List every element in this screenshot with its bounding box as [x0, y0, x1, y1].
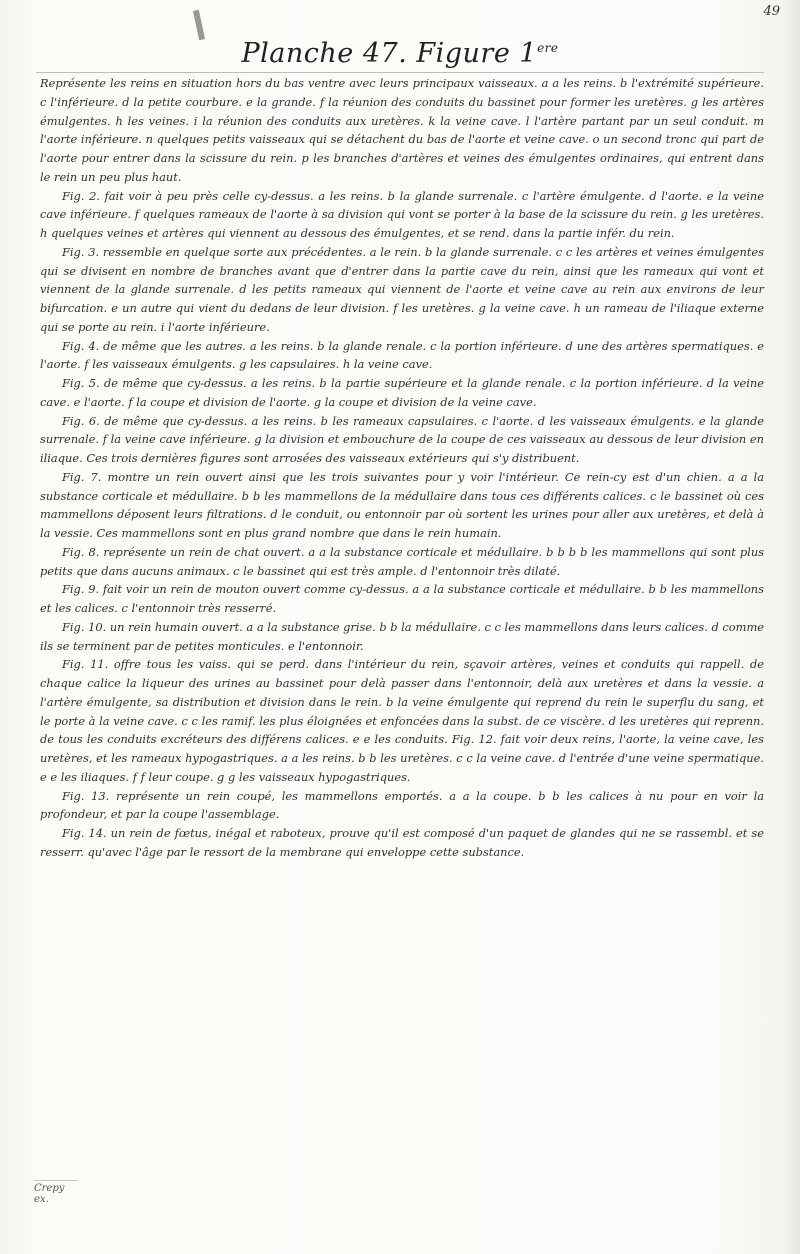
paragraph-fig-2: Fig. 2. fait voir à peu près celle cy-dessus. a les reins. b la glande surrenale. c l'artère émulgente. d l'aorte. e la veine cave inférieure. f quelques rameaux de l'aorte à sa division qui vont se porter à la base de la scissure du rein. g les uretères. h quelques veines et artères qui viennent au dessous des émulgentes, et se rend. dans la partie infér. du rein. [40, 188, 764, 240]
paragraph-fig-7: Fig. 7. montre un rein ouvert ainsi que les trois suivantes pour y voir l'intérieur. Ce rein-cy est d'un chien. a a la substance corticale et médullaire. b b les mammellons de la médullaire dans tous ces différents calices. c le bassinet où ces mammellons déposent leurs filtrations. d le conduit, ou entonnoir par où sortent les urines pour aller aux uretères, et delà à la vessie. Ces mammellons sont en plus grand nombre que dans le rein humain. [40, 469, 764, 540]
paragraph-fig-1: Représente les reins en situation hors du bas ventre avec leurs principaux vaisseaux. a a les reins. b l'extrémité supérieure. c l'inférieure. d la petite courbure. e la grande. f la réunion des conduits du bassinet pour former les uretères. g les artères émulgentes. h les veines. i la réunion des conduits aux uretères. k la veine cave. l l'artère partant par un seul conduit. m l'aorte inférieure. n quelques petits vaisseaux qui se détachent du bas de l'aorte et veine cave. o un second tronc qui part de l'aorte pour entrer dans la scissure du rein. p les branches d'artères et veines des émulgentes ordinaires, qui entrent dans le rein un peu plus haut. [40, 76, 764, 184]
page-edge-shadow [782, 0, 800, 1254]
paragraph-fig-13: Fig. 13. représente un rein coupé, les mammellons emportés. a a la coupe. b b les calices à nu pour en voir la profondeur, et par la coupe l'assemblage. [40, 788, 764, 822]
paragraph-fig-3: Fig. 3. ressemble en quelque sorte aux précédentes. a le rein. b la glande surrenale. c c les artères et veines émulgentes qui se divisent en nombre de branches avant que d'entrer dans la partie cave du rein, ainsi que les rameaux qui vont et viennent de la glande surrenale. d les petits rameaux qui viennent de l'aorte et veine cave au rein aux environs de leur bifurcation. e un autre qui vient du dedans de leur division. f les uretères. g la veine cave. h un rameau de l'iliaque externe qui se porte au rein. i l'aorte inférieure. [40, 244, 764, 334]
page-number: 49 [763, 4, 780, 19]
plate-title [0, 38, 800, 69]
title-rule [36, 72, 764, 73]
paragraph-fig-6: Fig. 6. de même que cy-dessus. a les reins. b les rameaux capsulaires. c l'aorte. d les vaisseaux émulgents. e la glande surrenale. f la veine cave inférieure. g la division et embouchure de la coupe de ces vaisseaux au dessous de leur division en iliaque. Ces trois dernières figures sont arrosées des vaisseaux extérieurs qui s'y distribuent. [40, 413, 764, 465]
footer-signature: Crepy ex. [34, 1180, 78, 1205]
paragraph-fig-8: Fig. 8. représente un rein de chat ouvert. a a la substance corticale et médullaire. b b b b les mammellons qui sont plus petits que dans aucuns animaux. c le bassinet qui est très ample. d l'entonnoir très dilaté. [40, 544, 764, 578]
ink-mark [193, 10, 205, 41]
paragraph-fig-4: Fig. 4. de même que les autres. a les reins. b la glande renale. c la portion inférieure. d une des artères spermatiques. e l'aorte. f les vaisseaux émulgents. g les capsulaires. h la veine cave. [40, 338, 764, 372]
paragraph-fig-10: Fig. 10. un rein humain ouvert. a a la substance grise. b b la médullaire. c c les mammellons dans leurs calices. d comme ils se terminent par de petites monticules. e l'entonnoir. [40, 619, 764, 653]
figure-descriptions [40, 74, 764, 862]
paragraph-fig-14: Fig. 14. un rein de fœtus, inégal et raboteux, prouve qu'il est composé d'un paquet de glandes qui ne se rassembl. et se resserr. qu'avec l'âge par le ressort de la membrane qui enveloppe cette substance. [40, 826, 764, 859]
plate-title-text: Planche 47. Figure 1 [241, 38, 538, 69]
plate-title-superscript: ere [537, 41, 559, 55]
paragraph-fig-5: Fig. 5. de même que cy-dessus. a les reins. b la partie supérieure et la glande renale. c la portion inférieure. d la veine cave. e l'aorte. f la coupe et division de l'aorte. g la coupe et division de la veine cave. [40, 376, 764, 409]
paragraph-fig-9: Fig. 9. fait voir un rein de mouton ouvert comme cy-dessus. a a la substance corticale et médullaire. b b les mammellons et les calices. c l'entonnoir très resserré. [40, 582, 764, 615]
paragraph-fig-11: Fig. 11. offre tous les vaiss. qui se perd. dans l'intérieur du rein, sçavoir artères, veines et conduits qui rappell. de chaque calice la liqueur des urines au bassinet pour delà passer dans l'entonnoir, delà aux uretères et dans la vessie. a l'artère émulgente, sa distribution et division dans le rein. b la veine émulgente qui reprend du rein le superflu du sang, et le porte à la veine cave. c c les ramif. les plus éloignées et enfoncées dans la subst. de ce viscère. d les uretères qui reprenn. de tous les conduits excréteurs des différens calices. e e les conduits. Fig. 12. fait voir deux reins, l'aorte, la veine cave, les uretères, et les rameaux hypogastriques. a a les reins. b b les uretères. c c la veine cave. d l'entrée d'une veine spermatique. e e les iliaques. f f leur coupe. g g les vaisseaux hypogastriques. [40, 657, 764, 784]
